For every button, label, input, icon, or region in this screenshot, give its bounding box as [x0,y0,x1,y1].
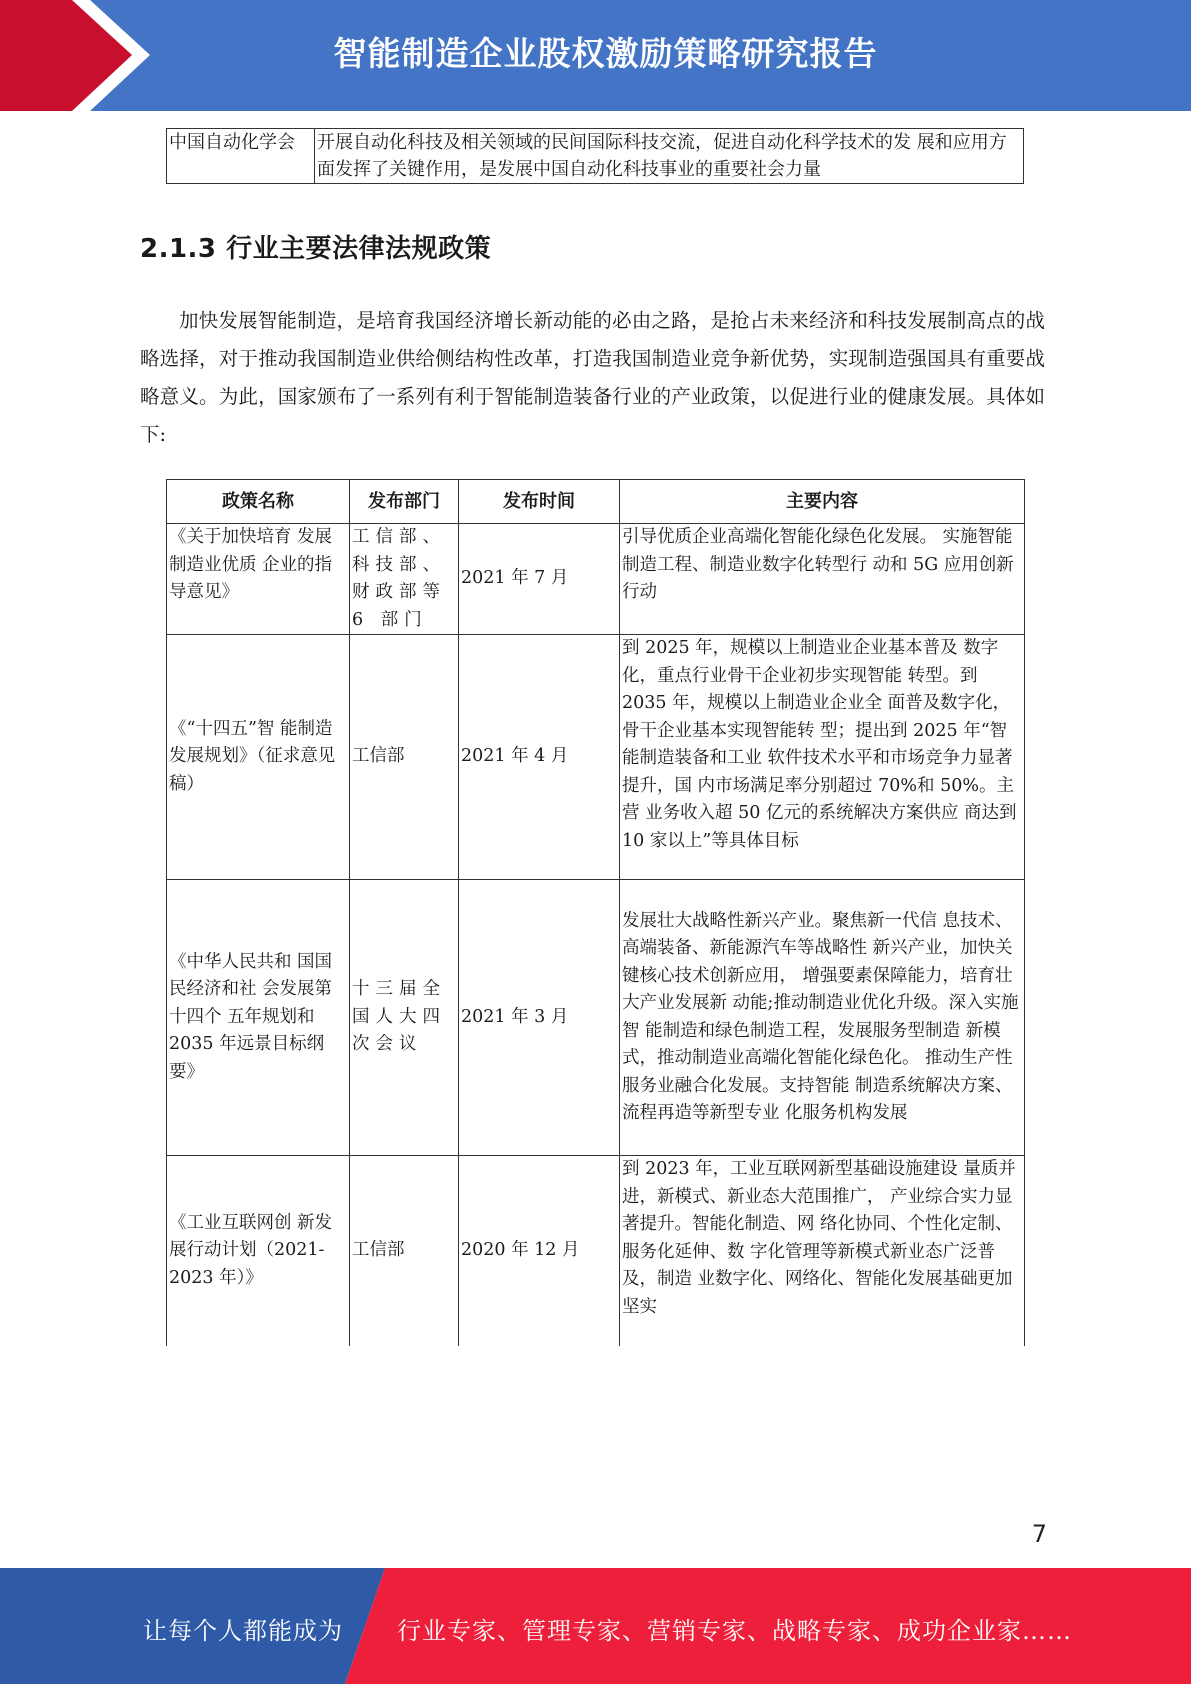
policy-dept-cell: 工信部 [350,635,459,880]
organization-table [166,128,1024,184]
page-number: 7 [1031,1520,1047,1548]
policy-name-cell: 《“十四五”智 能制造发展规划》（征求意见稿） [167,635,350,880]
page-footer [0,1568,1191,1684]
column-header-policy-name: 政策名称 [167,480,350,524]
table-row [167,880,1025,1156]
policy-dept-cell: 工信部、科技部、财政部等 6 部门 [350,524,459,635]
policy-date-cell: 2020 年 12 月 [459,1156,620,1347]
footer-slogan-right: 行业专家、管理专家、营销专家、战略专家、成功企业家…… [397,1617,1072,1645]
page-header [0,0,1191,111]
policy-content-cell: 发展壮大战略性新兴产业。聚焦新一代信 息技术、高端装备、新能源汽车等战略性 新兴产业，加快关键核心技术创新应用， 增强要素保障能力，培育壮大产业发展新 动能;推动制造业优化升级。深入实施智 能制造和绿色制造工程，发展服务型制造 新模式，推动制造业高端化智能化绿色化。 推动生产性服务业融合化发展。支持智能 制造系统解决方案、流程再造等新型专业 化服务机构发展 [620,880,1025,1156]
table-row [167,1156,1025,1347]
table-row [167,129,1024,184]
footer-slogan-left: 让每个人都能成为 [143,1617,343,1645]
policy-content-cell: 到 2023 年，工业互联网新型基础设施建设 量质并进，新模式、新业态大范围推广， 产业综合实力显著提升。智能化制造、网 络化协同、个性化定制、服务化延伸、数 字化管理等新模式新业态广泛普及，制造 业数字化、网络化、智能化发展基础更加 坚实 [620,1156,1025,1347]
section-heading: 2.1.3 行业主要法律法规政策 [140,234,492,264]
policy-name-cell: 《中华人民共和 国国民经济和社 会发展第十四个 五年规划和 2035 年远景目标纲要》 [167,880,350,1156]
org-name-cell: 中国自动化学会 [167,129,315,184]
policy-dept-cell: 十三届全国人大四次会议 [350,880,459,1156]
policy-date-cell: 2021 年 4 月 [459,635,620,880]
column-header-content: 主要内容 [620,480,1025,524]
policy-dept-cell: 工信部 [350,1156,459,1347]
org-desc-cell: 开展自动化科技及相关领域的民间国际科技交流，促进自动化科学技术的发 展和应用方面发挥了关键作用，是发展中国自动化科技事业的重要社会力量 [315,129,1024,184]
table-header-row [167,480,1025,524]
report-title: 智能制造企业股权激励策略研究报告 [333,34,878,73]
intro-paragraph: 加快发展智能制造，是培育我国经济增长新动能的必由之路，是抢占未来经济和科技发展制高点的战略选择，对于推动我国制造业供给侧结构性改革，打造我国制造业竞争新优势，实现制造强国具有重要战略意义。为此，国家颁布了一系列有利于智能制造装备行业的产业政策，以促进行业的健康发展。具体如下: [140,309,1045,446]
policy-content-cell: 到 2025 年，规模以上制造业企业基本普及 数字化，重点行业骨干企业初步实现智能 转型。到 2035 年，规模以上制造业企业全 面普及数字化，骨干企业基本实现智能转 型；提出到 2025 年“智能制造装备和工业 软件技术水平和市场竞争力显著提升，国 内市场满足率分别超过 70%和 50%。主营 业务收入超 50 亿元的系统解决方案供应 商达到 10 家以上”等具体目标 [620,635,1025,880]
table-row [167,635,1025,880]
column-header-department: 发布部门 [350,480,459,524]
policy-date-cell: 2021 年 7 月 [459,524,620,635]
policy-name-cell: 《关于加快培育 发展制造业优质 企业的指导意见》 [167,524,350,635]
column-header-date: 发布时间 [459,480,620,524]
policy-content-cell: 引导优质企业高端化智能化绿色化发展。 实施智能制造工程、制造业数字化转型行 动和 5G 应用创新行动 [620,524,1025,635]
policy-date-cell: 2021 年 3 月 [459,880,620,1156]
policy-table [166,479,1025,1346]
policy-name-cell: 《工业互联网创 新发展行动计划（2021-2023 年）》 [167,1156,350,1347]
table-row [167,524,1025,635]
